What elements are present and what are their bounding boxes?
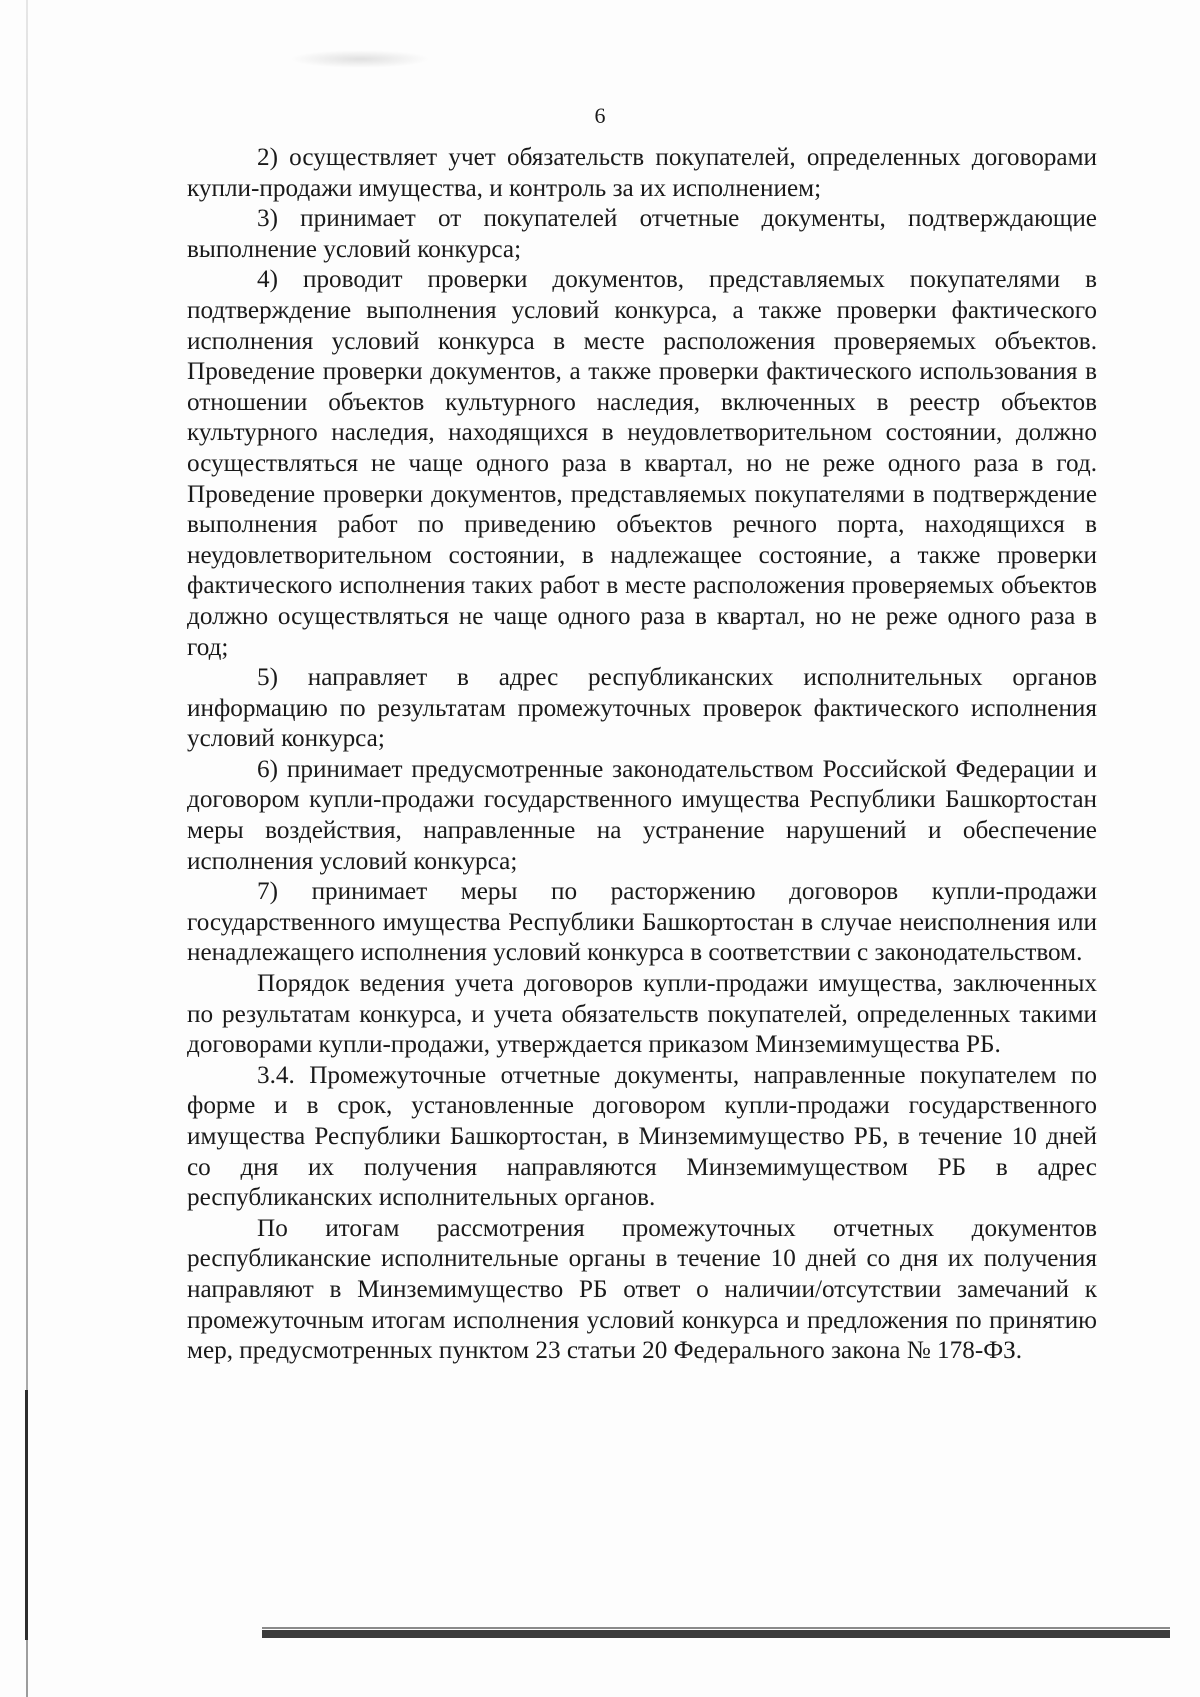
paragraph-item-6: 6) принимает предусмотренные законодательством Российской Федерации и договором купли-продажи государственного имущества Республики Башкортостан меры воздействия, направленные на устранение нарушений и обеспечение исполнения условий конкурса; (187, 755, 1097, 875)
paragraph-review-results: По итогам рассмотрения промежуточных отчетных документов республиканские исполнительные органы в течение 10 дней со дня их получения направляют в Минземимущество РБ ответ о наличии/отсутствии замечаний к промежуточным итогам исполнения условий конкурса и предложения по принятию мер, предусмотренных пунктом 23 статьи 20 Федерального закона № 178-ФЗ. (187, 1214, 1097, 1365)
scan-smudge (290, 50, 430, 68)
paragraph-section-3-4: 3.4. Промежуточные отчетные документы, направленные покупателем по форме и в срок, установленные договором купли-продажи государственного имущества Республики Башкортостан, в Минземимущество РБ, в течение 10 дней со дня их получения направляются Минземимуществом РБ в адрес республиканских исполнительных органов. (187, 1061, 1097, 1212)
document-body (187, 143, 1097, 1367)
paragraph-item-2: 2) осуществляет учет обязательств покупателей, определенных договорами купли-продажи имущества, и контроль за их исполнением; (187, 144, 1097, 202)
bottom-rule-highlight (262, 1627, 1170, 1629)
paragraph-item-5: 5) направляет в адрес республиканских исполнительных органов информацию по результатам промежуточных проверок фактического исполнения условий конкурса; (187, 664, 1097, 753)
page-number: 6 (594, 103, 606, 128)
paragraph-accounting-procedure: Порядок ведения учета договоров купли-продажи имущества, заключенных по результатам конкурса, и учета обязательств покупателей, определенных такими договорами купли-продажи, утверждается приказом Минземимущества РБ. (187, 970, 1097, 1059)
paragraph-item-3: 3) принимает от покупателей отчетные документы, подтверждающие выполнение условий конкурса; (187, 205, 1097, 263)
paragraph-item-7: 7) принимает меры по расторжению договоров купли-продажи государственного имущества Республики Башкортостан в случае неисполнения или ненадлежащего исполнения условий конкурса в соответствии с законодательством. (187, 878, 1097, 967)
paragraph-item-4: 4) проводит проверки документов, представляемых покупателями в подтверждение выполнения условий конкурса, а также проверки фактического исполнения условий конкурса в месте расположения проверяемых объектов. Проведение проверки документов, а также проверки фактического использования в отношении объектов культурного наследия, включенных в реестр объектов культурного наследия, находящихся в неудовлетворительном состоянии, должно осуществляться не чаще одного раза в квартал, но не реже одного раза в год. Проведение проверки документов, представляемых покупателями в подтверждение выполнения работ по приведению объектов речного порта, находящихся в неудовлетворительном состоянии, в надлежащее состояние, а также проверки фактического исполнения таких работ в месте расположения проверяемых объектов должно осуществляться не чаще одного раза в квартал, но не реже одного раза в год; (187, 266, 1097, 661)
bottom-rule (262, 1630, 1170, 1638)
scan-left-edge-shadow (25, 1390, 28, 1640)
